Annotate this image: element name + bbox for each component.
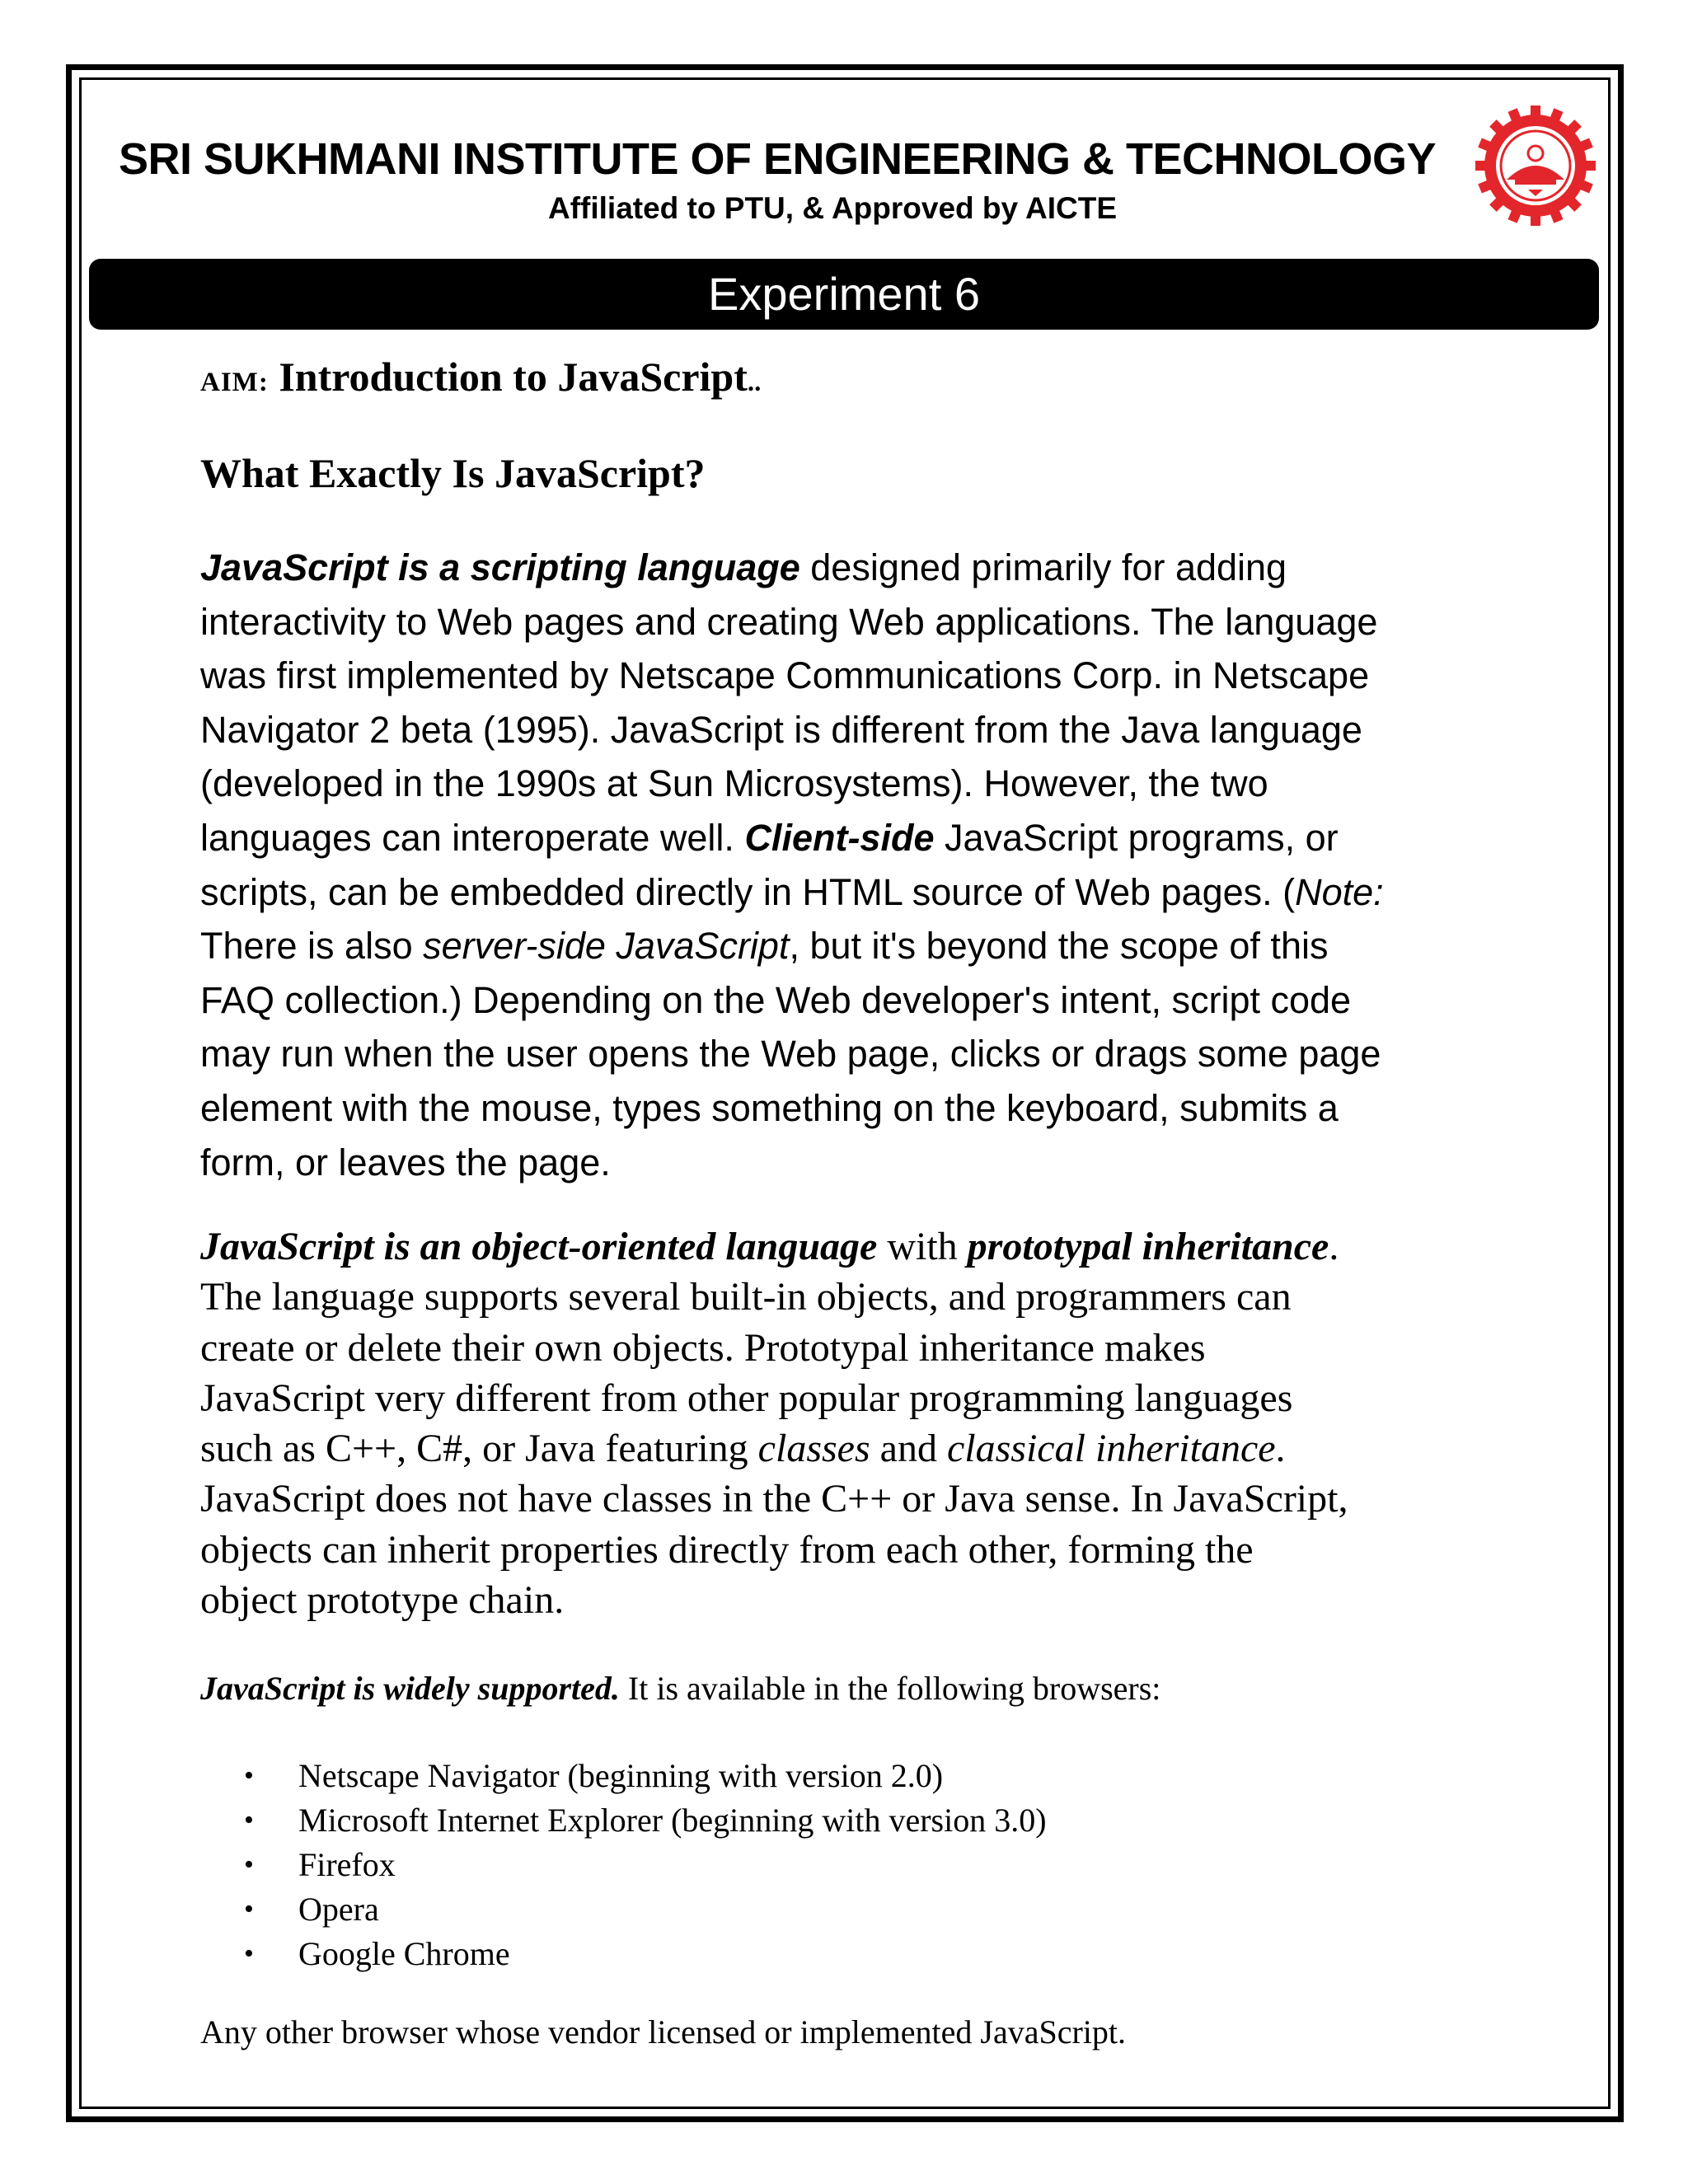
- text-line: objects can inherit properties directly from each other, forming the: [200, 1527, 1254, 1572]
- text-line: FAQ collection.) Depending on the Web developer's intent, script code: [200, 978, 1352, 1021]
- aim-line: [200, 353, 761, 401]
- list-item: • Netscape Navigator (beginning with version 2.0): [244, 1754, 1047, 1798]
- emphasis-text: prototypal inheritance: [967, 1225, 1329, 1268]
- text-line: JavaScript does not have classes in the C++ or Java sense. In JavaScript,: [200, 1477, 1348, 1521]
- paragraph-scripting-language: [200, 541, 1552, 1189]
- text-span: .: [1329, 1225, 1339, 1268]
- paragraph-object-oriented: [200, 1221, 1552, 1625]
- text-line: Navigator 2 beta (1995). JavaScript is different from the Java language: [200, 708, 1362, 751]
- text-span: designed primarily for adding: [799, 546, 1287, 588]
- text-line: [200, 1221, 1552, 1272]
- text-line: create or delete their own objects. Prototypal inheritance makes: [200, 1325, 1206, 1370]
- aim-suffix: ..: [747, 368, 762, 397]
- text-line: form, or leaves the page.: [200, 1141, 611, 1183]
- text-line: [200, 865, 1552, 920]
- text-line: (developed in the 1990s at Sun Microsystems). However, the two: [200, 762, 1268, 805]
- closing-sentence: Any other browser whose vendor licensed or implemented JavaScript.: [200, 2013, 1127, 2050]
- experiment-title: Experiment 6: [708, 268, 980, 320]
- aim-text: Introduction to JavaScript: [279, 354, 748, 400]
- emphasis-text: Note:: [1295, 870, 1384, 913]
- paragraph-widely-supported: [200, 1669, 1160, 1708]
- emphasis-text: JavaScript is widely supported.: [200, 1670, 620, 1707]
- emphasis-text: server-side JavaScript: [423, 925, 790, 968]
- text-span: .: [1275, 1427, 1286, 1471]
- text-line: JavaScript very different from other popular programming languages: [200, 1376, 1293, 1420]
- text-line: [200, 919, 1552, 973]
- text-line: [200, 811, 1552, 865]
- text-line: [200, 1423, 1552, 1474]
- emphasis-text: JavaScript is an object-oriented language: [200, 1225, 878, 1268]
- text-line: [200, 541, 1552, 595]
- text-span: , but it's beyond the scope of this: [789, 925, 1329, 968]
- text-span: with: [877, 1225, 968, 1268]
- institute-seal-icon: [1474, 104, 1597, 227]
- text-span: It is available in the following browsers:: [619, 1670, 1161, 1707]
- experiment-banner: [89, 259, 1599, 330]
- text-span: JavaScript programs, or: [934, 816, 1339, 859]
- list-item: • Firefox: [244, 1843, 1047, 1887]
- text-span: such as C++, C#, or Java featuring: [200, 1427, 758, 1471]
- text-span: scripts, can be embedded directly in HTML source of Web pages. (: [200, 870, 1296, 913]
- text-line: may run when the user opens the Web page, clicks or drags some page: [200, 1033, 1381, 1076]
- emphasis-text: JavaScript is a scripting language: [200, 546, 800, 588]
- text-line: object prototype chain.: [200, 1578, 565, 1623]
- text-line: element with the mouse, types something on the keyboard, submits a: [200, 1086, 1339, 1129]
- institute-name: SRI SUKHMANI INSTITUTE OF ENGINEERING & TECHNOLOGY: [118, 134, 1437, 184]
- list-item: • Microsoft Internet Explorer (beginning with version 3.0): [244, 1798, 1047, 1843]
- text-span: and: [870, 1427, 947, 1471]
- browser-list: [244, 1754, 1047, 1976]
- aim-label: AIM:: [200, 368, 269, 397]
- text-line: The language supports several built-in objects, and programmers can: [200, 1275, 1292, 1319]
- text-span: There is also: [200, 925, 424, 968]
- list-item: • Google Chrome: [244, 1932, 1047, 1976]
- list-item: • Opera: [244, 1887, 1047, 1932]
- emphasis-text: classes: [757, 1427, 870, 1471]
- affiliation-line: Affiliated to PTU, & Approved by AICTE: [548, 191, 1117, 225]
- text-span: languages can interoperate well.: [200, 816, 745, 859]
- text-line: was first implemented by Netscape Communications Corp. in Netscape: [200, 654, 1370, 697]
- emphasis-text: classical inheritance: [946, 1427, 1276, 1471]
- emphasis-text: Client-side: [744, 816, 935, 859]
- text-line: interactivity to Web pages and creating Web applications. The language: [200, 600, 1378, 643]
- section-heading: What Exactly Is JavaScript?: [200, 450, 706, 496]
